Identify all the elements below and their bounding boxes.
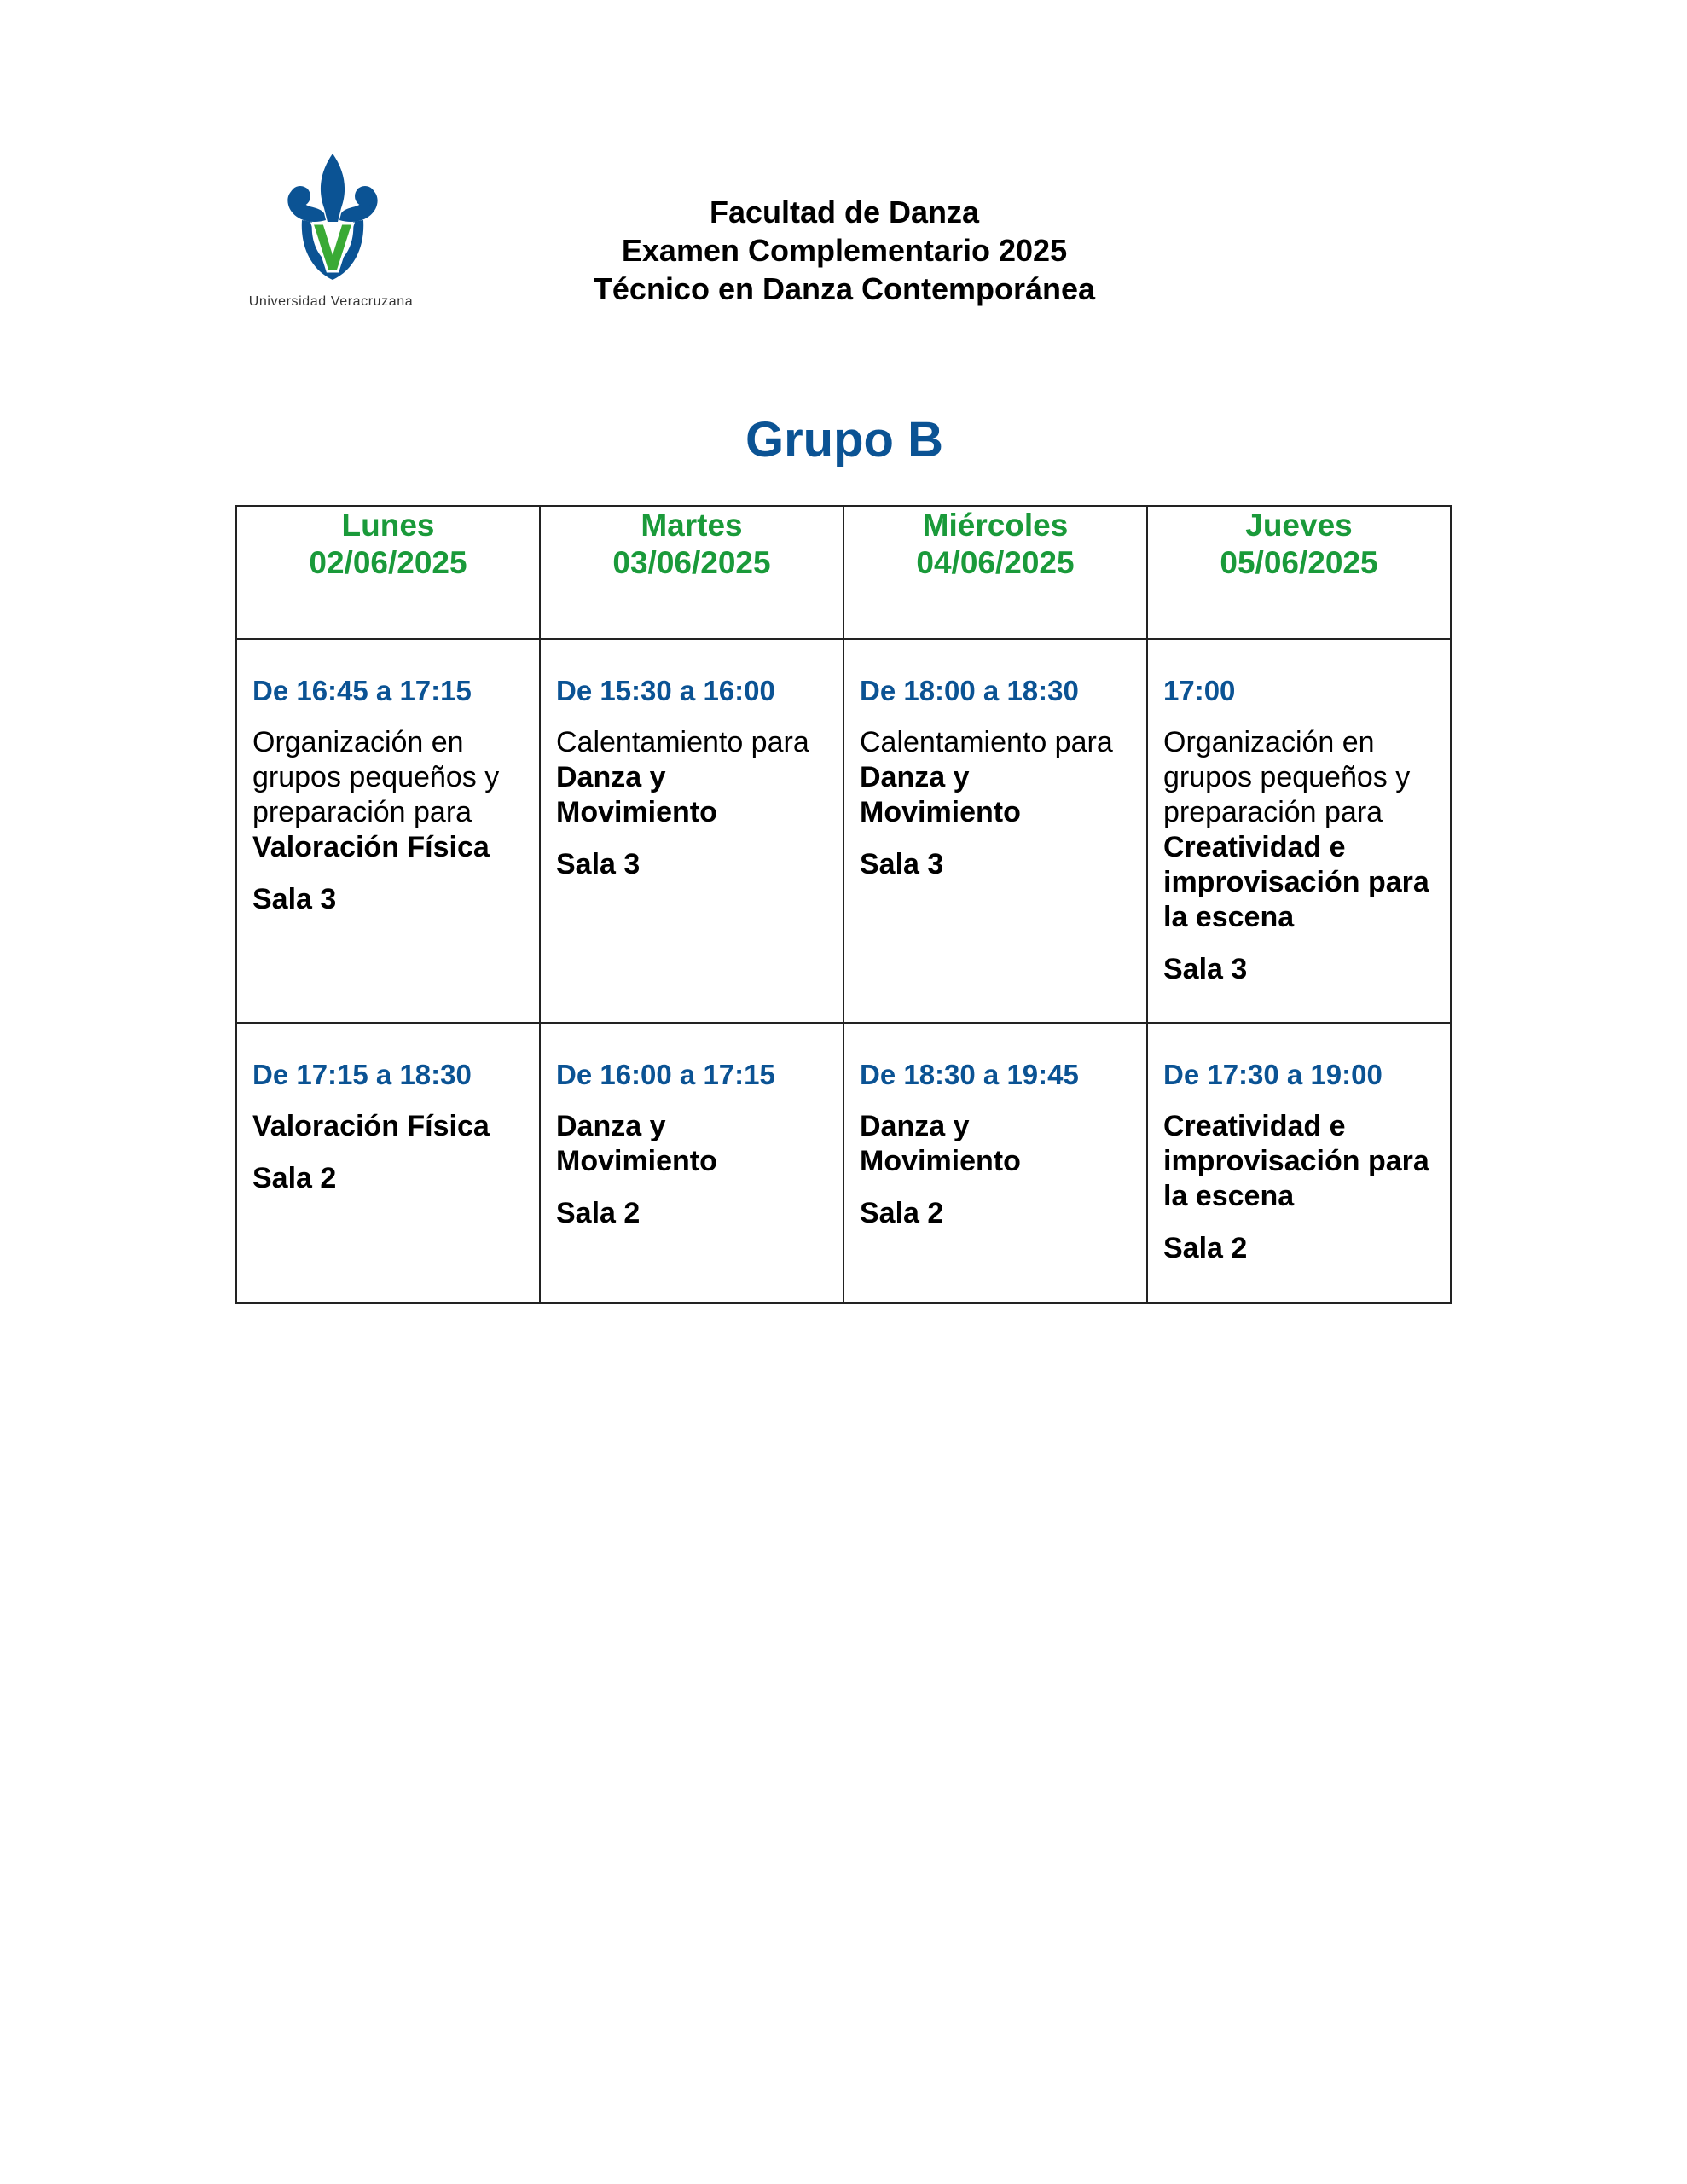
- room-label: Sala 2: [1163, 1232, 1248, 1264]
- activity-name: Creatividad e improvisación para la escena: [1163, 831, 1429, 933]
- schedule-table: [235, 505, 1452, 1304]
- activity-name: Danza y Movimiento: [860, 761, 1021, 828]
- day-name: Miércoles: [922, 508, 1069, 543]
- schedule-cell: [844, 1023, 1147, 1303]
- program-title: Técnico en Danza Contemporánea: [593, 271, 1096, 306]
- activity-name: Danza y Movimiento: [556, 1110, 717, 1177]
- day-header-row: [236, 506, 1451, 639]
- room-label: Sala 2: [860, 1197, 944, 1229]
- day-header-thursday: [1147, 506, 1451, 639]
- time-range: De 16:45 a 17:15: [252, 675, 472, 706]
- document-header: [512, 193, 1177, 308]
- activity-name: Valoración Física: [252, 831, 490, 863]
- room-label: Sala 3: [1163, 953, 1248, 985]
- time-range: De 16:00 a 17:15: [556, 1059, 775, 1090]
- logo-caption: Universidad Veracruzana: [248, 294, 414, 309]
- day-name: Jueves: [1245, 508, 1353, 543]
- day-header-wednesday: [844, 506, 1147, 639]
- day-header-monday: [236, 506, 540, 639]
- fleur-de-lis-logo-icon: [280, 152, 386, 288]
- activity-description: Calentamiento para: [860, 726, 1113, 758]
- faculty-title: Facultad de Danza: [709, 195, 980, 229]
- activity-description: Calentamiento para: [556, 726, 809, 758]
- room-label: Sala 2: [556, 1197, 641, 1229]
- activity-name: Danza y Movimiento: [860, 1110, 1021, 1177]
- schedule-cell: [236, 1023, 540, 1303]
- day-date: 05/06/2025: [1220, 545, 1378, 580]
- room-label: Sala 3: [252, 883, 337, 915]
- time-range: De 17:15 a 18:30: [252, 1059, 472, 1090]
- activity-name: Valoración Física: [252, 1110, 490, 1142]
- university-logo: [237, 152, 425, 314]
- schedule-cell: [540, 639, 844, 1023]
- schedule-cell: [236, 639, 540, 1023]
- activity-name: Creatividad e improvisación para la escena: [1163, 1110, 1429, 1212]
- activity-description: Organización en grupos pequeños y preparación para: [252, 726, 500, 828]
- room-label: Sala 2: [252, 1162, 337, 1194]
- time-range: 17:00: [1163, 675, 1236, 706]
- room-label: Sala 3: [556, 848, 641, 880]
- table-row: [236, 1023, 1451, 1303]
- time-range: De 15:30 a 16:00: [556, 675, 775, 706]
- day-date: 04/06/2025: [916, 545, 1075, 580]
- table-row: [236, 639, 1451, 1023]
- day-name: Martes: [641, 508, 743, 543]
- day-header-tuesday: [540, 506, 844, 639]
- schedule-cell: [540, 1023, 844, 1303]
- room-label: Sala 3: [860, 848, 944, 880]
- time-range: De 18:00 a 18:30: [860, 675, 1079, 706]
- exam-title: Examen Complementario 2025: [621, 233, 1068, 268]
- day-name: Lunes: [341, 508, 435, 543]
- day-date: 02/06/2025: [309, 545, 467, 580]
- time-range: De 18:30 a 19:45: [860, 1059, 1079, 1090]
- schedule-cell: [1147, 1023, 1451, 1303]
- day-date: 03/06/2025: [612, 545, 771, 580]
- activity-name: Danza y Movimiento: [556, 761, 717, 828]
- schedule-cell: [1147, 639, 1451, 1023]
- time-range: De 17:30 a 19:00: [1163, 1059, 1383, 1090]
- activity-description: Organización en grupos pequeños y preparación para: [1163, 726, 1411, 828]
- group-title: Grupo B: [745, 412, 943, 468]
- schedule-cell: [844, 639, 1147, 1023]
